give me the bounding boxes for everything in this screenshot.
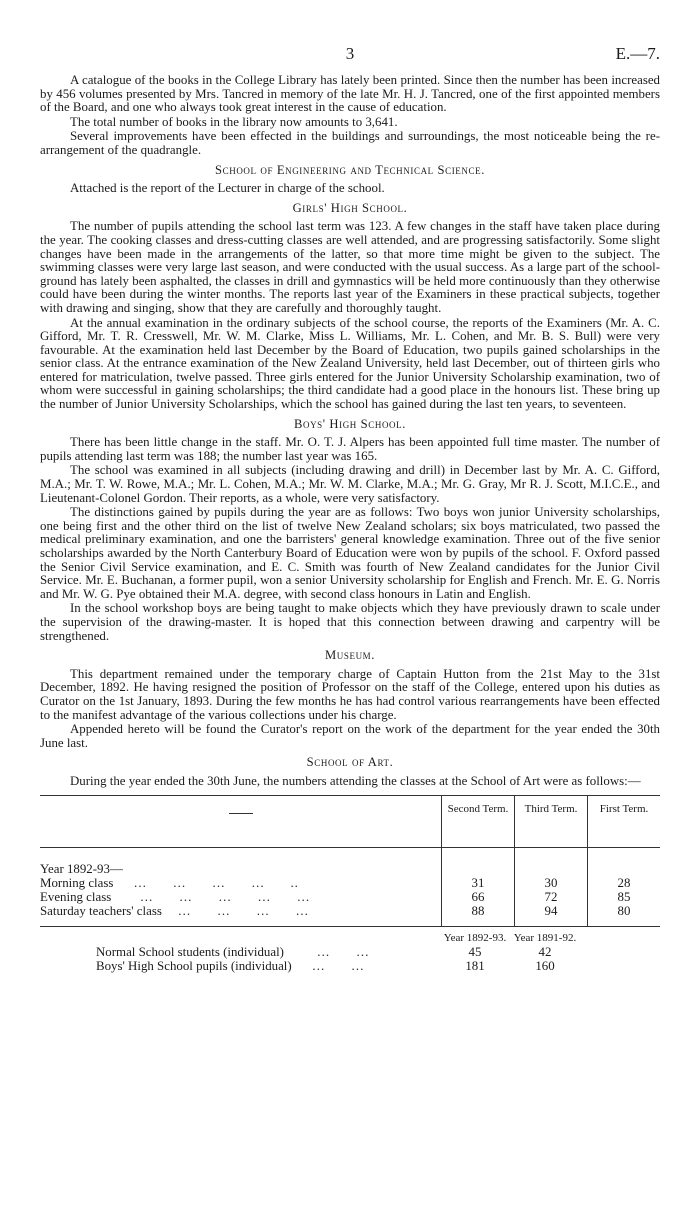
engineering-heading: School of Engineering and Technical Science. (215, 162, 485, 177)
museum-heading: Museum. (324, 648, 376, 663)
table-row (40, 959, 660, 973)
row-label-evening: Evening class (40, 889, 112, 904)
boys-paragraph-4: In the school workshop boys are being taught to make objects which they have previously drawn to scale under the supervision of the drawing-master. It is hoped that this connection between drawing and carpentry will be strengthened. (40, 601, 660, 643)
art-paragraph-1: During the year ended the 30th June, the numbers attending the classes at the School of Art were as follows:— (70, 773, 641, 788)
boys-paragraph-2: The school was examined in all subjects (including drawing and drill) in December last by Mr. A. C. Gifford, M.A.; Mr. T. W. Rowe, M.A.; Mr. L. Cohen, M.A.; Mr. W. M. Clarke, M.A.; Mr. G. Gray, Mr R. J. Scott, M.I.C.E., and Lieutenant-Colonel Gordon. Their reports, as a whole, were very satisfactory. (40, 463, 660, 505)
cell-value: 85 (588, 890, 661, 904)
library-paragraph-3: Several improvements have been effected in the buildings and surroundings, the most noticeable being the re-arrangement of the quadrangle. (40, 129, 660, 157)
cell-value: 66 (442, 890, 515, 904)
cell-value: 28 (588, 876, 661, 890)
leader-dots: … … (294, 958, 365, 973)
column-header-second-term: Second Term. (442, 795, 515, 847)
girls-paragraph-1: The number of pupils attending the school last term was 123. A few changes in the staff have taken place during the year. The cooking classes and dress-cutting classes are well attended, and are progressing satisfactorily. Some slight changes have been made in the arrangements of the latter, so that more time might be given to the subject. The swimming classes were very large last season, and were conducted with the usual success. As a large part of the school-ground has lately been asphalted, the classes in drill and gymnastics will be held more continuously than they otherwise could have been during the winter months. The reports last year of the Examiners in these practical subjects, together with drawing and singing, show that they are carefully and thoroughly taught. (40, 219, 660, 315)
boys-paragraph-1: There has been little change in the staff. Mr. O. T. J. Alpers has been appointed full time master. The number of pupils attending last term was 188; the number last year was 165. (40, 435, 660, 463)
table-row (40, 876, 660, 890)
cell-value: 94 (515, 904, 588, 918)
cell-value: 181 (465, 958, 485, 973)
cell-value: 88 (442, 904, 515, 918)
museum-paragraph-1: This department remained under the temporary charge of Captain Hutton from the 21st May to the 31st December, 1892. He having resigned the position of Professor on the staff of the College, entered upon his duties as Curator on the 1st January, 1893. During the few months he has had control various rearrangements have been effected to the manifest advantage of the various collections under his charge. (40, 666, 660, 722)
boys-paragraph-3: The distinctions gained by pupils during the year are as follows: Two boys won junior University scholarships, one being first and the other third on the list of twelve New Zealand scholars; six boys matriculated, two passed the medical preliminary examination, and one the barristers' general knowledge examination. Three out of the five senior scholarships awarded by the North Canterbury Board of Education were won by pupils of the school. F. Oxford passed the Senior Civil Service examination, and E. C. Smith was fourth of New Zealand candidates for the Junior Civil Service. Mr. E. Buchanan, a former pupil, won a senior University scholarship for English and French. Mr. E. G. Norris and Mr. W. G. Pye obtained their M.A. degree, with second class honours in Latin and English. (40, 505, 660, 601)
girls-school-heading: Girls' High School. (292, 200, 408, 215)
boys-high-school-label: Boys' High School pupils (individual) (96, 958, 292, 973)
cell-value: 80 (588, 904, 661, 918)
row-label-saturday: Saturday teachers' class (40, 903, 162, 918)
page-number: 3 (345, 44, 355, 63)
table-row (40, 945, 660, 959)
cell-value: 30 (515, 876, 588, 890)
leader-dots: … … (287, 944, 370, 959)
cell-value: 31 (442, 876, 515, 890)
museum-paragraph-2: Appended hereto will be found the Curator's report on the work of the department for the year ended the 30th June last. (40, 722, 660, 750)
row-label-morning: Morning class (40, 875, 114, 890)
year-header-1891-92: Year 1891-92. (513, 931, 577, 944)
document-reference: E.—7. (615, 44, 660, 63)
cell-value: 42 (538, 944, 552, 959)
table-row (40, 904, 660, 918)
boys-school-heading: Boys' High School. (293, 416, 406, 431)
column-header-third-term: Third Term. (515, 795, 588, 847)
leader-dots: … … … … (165, 903, 310, 918)
art-attendance-table (40, 795, 660, 927)
table-header-blank (40, 795, 442, 847)
individual-students-table (40, 931, 660, 973)
art-school-heading: School of Art. (306, 755, 394, 770)
year-header-1892-93: Year 1892-93. (443, 931, 507, 944)
girls-paragraph-2: At the annual examination in the ordinary subjects of the school course, the reports of the Examiners (Mr. A. C. Gifford, Mr. T. R. Cresswell, Mr. W. M. Clarke, Miss L. Williams, Mr. L. Cohen, and Mr. B. S. Bull) were very favourable. At the examination held last December by the Board of Education, two pupils gained scholarships in the senior class. At the entrance examination of the New Zealand University, held last December, out of thirteen girls who entered for matriculation, twelve passed. Three girls entered for the Junior University Scholarship examination, two of whom were successful in gaining scholarships; the third candidate had a good place in the honours list. These bring up the number of Junior University Scholarships, which the school has gained during the last ten years, to seventeen. (40, 315, 660, 412)
table-row (40, 890, 660, 904)
normal-school-label: Normal School students (individual) (96, 944, 284, 959)
leader-dots: … … … … .. (116, 875, 299, 890)
cell-value: 72 (515, 890, 588, 904)
engineering-paragraph-1: Attached is the report of the Lecturer in charge of the school. (70, 181, 385, 196)
library-paragraph-2: The total number of books in the library now amounts to 3,641. (70, 114, 398, 129)
header-dash (229, 813, 253, 814)
library-paragraph-1: A catalogue of the books in the College Library has lately been printed. Since then the number has been increased by 456 volumes presented by Mrs. Tancred in memory of the late Mr. H. J. Tancred, one of the first appointed members of the Board, and one who always took great interest in the cause of education. (40, 73, 660, 115)
leader-dots: … … … … … (114, 889, 311, 904)
document-body (40, 74, 660, 973)
cell-value: 160 (535, 958, 555, 973)
table-group-label: Year 1892-93— (40, 861, 123, 876)
column-header-first-term: First Term. (588, 795, 661, 847)
cell-value: 45 (468, 944, 482, 959)
